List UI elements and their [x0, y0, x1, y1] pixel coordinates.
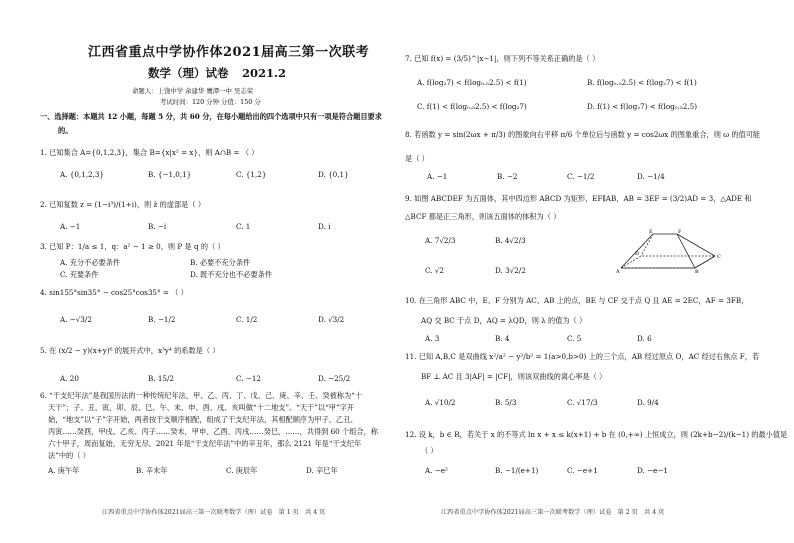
question-6-line-1: 6. “干支纪年法”是我国历法的一种传统纪年法，甲、乙、丙、丁、戊、己、庚、辛、壬、癸被称为“十 — [40, 391, 363, 400]
q11-option-a: A. √10/2 — [425, 398, 456, 407]
q6-option-d: D. 辛巳年 — [306, 466, 338, 475]
question-9-line-2: △BCF 都是正三角形，则该五面体的体积为（ ） — [405, 212, 561, 221]
q5-option-d: D. −25/2 — [318, 374, 351, 383]
q10-option-a: A. 3 — [425, 334, 440, 343]
question-7: 7. 已知 f(x) = (3/5)^|x−1|，则下列不等关系正确的是（ ） — [405, 54, 600, 63]
question-8-line-2: 是（ ） — [405, 154, 429, 163]
q7-option-a: A. f(log₂7) < f(log₀.₅2.5) < f(1) — [417, 78, 527, 87]
question-12-line-1: 12. 设 k，b ∈ R，若关于 x 的不等式 ln x + x ≤ k(x+1) + b 在 (0,+∞) 上恒成立，则 (2k+b−2)/(k−1) 的最小值是 — [405, 430, 788, 439]
label-d: D — [635, 251, 640, 257]
q3-option-b: B. 必要不充分条件 — [190, 258, 251, 267]
question-12-line-2: （ ） — [421, 446, 438, 455]
q12-option-d: D. −e−1 — [637, 466, 668, 475]
q10-option-b: B. 4 — [495, 334, 510, 343]
q6-option-a: A. 庚午年 — [48, 466, 80, 475]
section-heading: 一、选择题：本题共 12 小题，每题 5 分，共 60 分，在每小题给出的四个选项中只有一项是符合题目要求 — [40, 112, 382, 121]
question-8-line-1: 8. 若函数 y = sin(2ωx + π/3) 的图象向右平移 π/6 个单位后与函数 y = cos2ωx 的图象重合，则 ω 的值可能 — [405, 130, 761, 139]
q12-option-c: C. −e+1 — [567, 466, 598, 475]
exam-title: 江西省重点中学协作体2021届高三第一次联考 — [88, 45, 370, 60]
q11-option-b: B. 5/3 — [495, 398, 517, 407]
q2-option-c: C. 1 — [236, 222, 251, 231]
label-f: F — [678, 229, 682, 235]
q8-option-c: C. −1/2 — [567, 172, 595, 181]
question-6-line-5: 六十甲子，周而复始，无穷无尽。2021 年是“干支纪年法”中的辛丑年，那么 2121 年是“干支纪年 — [48, 439, 362, 448]
question-5: 5. 在 (x/2 − y)(x+y)⁶ 的展开式中，x³y⁴ 的系数是（ ） — [40, 346, 220, 355]
question-6-line-3: 始，“地支”以“子”字开始，两者按干支顺序相配，组成了干支纪年法，其相配顺序为甲子、乙丑、 — [48, 415, 358, 424]
q6-option-b: B. 辛未年 — [136, 466, 168, 475]
q6-option-c: C. 庚辰年 — [226, 466, 258, 475]
q4-option-c: C. 1/2 — [236, 315, 258, 324]
q3-option-a: A. 充分不必要条件 — [60, 258, 121, 267]
q2-option-a: A. −1 — [60, 222, 81, 231]
q9-option-a: A. 7√2/3 — [425, 236, 456, 245]
q4-option-d: D. √3/2 — [318, 315, 345, 324]
q9-option-d: D. 3√2/2 — [495, 266, 526, 275]
q5-option-a: A. 20 — [60, 374, 79, 383]
q1-option-c: C. {1,2} — [236, 170, 267, 179]
question-9-line-1: 9. 如图 ABCDEF 为五面体，其中四边形 ABCD 为矩形，EF∥AB，AB = 3EF = (3/2)AD = 3，△ADE 和 — [405, 194, 752, 203]
authors: 命题人：上饶中学 余建华 鹰潭一中 吴志荣 — [132, 87, 254, 95]
q7-option-c: C. f(1) < f(log₀.₅2.5) < f(log₂7) — [417, 102, 527, 111]
q12-option-b: B. −1/(e+1) — [495, 466, 539, 475]
question-11-line-2: BF ⊥ AC 且 3|AF| = |CF|，则该双曲线的离心率是（ ） — [421, 372, 607, 381]
q3-option-c: C. 充要条件 — [60, 270, 99, 279]
q1-option-b: B. {−1,0,1} — [148, 170, 192, 179]
label-c: C — [717, 254, 721, 260]
q2-option-d: D. i — [318, 222, 331, 231]
q1-option-a: A. {0,1,2,3} — [60, 170, 105, 179]
question-6-line-6: 法”中的（ ） — [48, 451, 90, 460]
q9-option-b: B. 4√2/3 — [495, 236, 526, 245]
pentahedron-figure — [615, 228, 725, 274]
q8-option-a: A. −1 — [427, 172, 448, 181]
footer-right: 江西省重点中学协作体2021届高三第一次联考数学（理）试卷 第 2 页 共 4 页 — [441, 509, 665, 516]
q9-option-c: C. √2 — [425, 266, 444, 275]
exam-info: 考试时间：120 分钟 分值：150 分 — [160, 98, 261, 106]
q10-option-d: D. 6 — [637, 334, 652, 343]
right-page — [397, 0, 794, 543]
section-heading-cont: 的。 — [58, 126, 73, 135]
q12-option-a: A. −e² — [425, 466, 448, 475]
q8-option-d: D. −1/4 — [637, 172, 665, 181]
question-10-line-2: AQ 交 BC 于点 D，AQ = λQD，则 λ 的值为（ ） — [421, 316, 587, 325]
label-e: E — [649, 229, 653, 235]
q7-option-b: B. f(log₀.₅2.5) < f(log₂7) < f(1) — [587, 78, 697, 87]
q5-option-b: B. 15/2 — [148, 374, 174, 383]
q5-option-c: C. −12 — [236, 374, 261, 383]
q7-option-d: D. f(1) < f(log₂7) < f(log₀.₅2.5) — [587, 102, 698, 111]
q11-option-c: C. √17/3 — [567, 398, 598, 407]
q8-option-b: B. −2 — [497, 172, 518, 181]
q3-option-d: D. 既不充分也不必要条件 — [190, 270, 272, 279]
exam-date: 2021.2 — [242, 66, 287, 80]
label-a: A — [616, 269, 620, 274]
footer-left: 江西省重点中学协作体2021届高三第一次联考数学（理）试卷 第 1 页 共 4 页 — [102, 509, 326, 516]
question-2: 2. 已知复数 z = (1−i³)/(1+i)，则 z̄ 的虚部是（ ） — [40, 200, 206, 209]
question-6-line-4: 丙寅……癸酉，甲戌、乙亥、丙子……癸未，甲申、乙酉、丙戌……癸巳，……，共得到 60 个组合，称 — [48, 427, 378, 436]
exam-subtitle: 数学（理）试卷 — [148, 66, 229, 80]
q1-option-d: D. {0,1} — [318, 170, 349, 179]
question-4: 4. sin155°sin35° − cos25°cos35° = （ ） — [40, 288, 188, 297]
q2-option-b: B. −i — [148, 222, 167, 231]
question-10-line-1: 10. 在三角形 ABC 中，E、F 分别为 AC、AB 上的点，BE 与 CF 交于点 Q 且 AE = 2EC，AF = 3FB， — [405, 296, 749, 305]
question-1: 1. 已知集合 A={0,1,2,3}，集合 B={x|x² = x}，则 A∩B = （ ） — [40, 148, 259, 157]
question-3: 3. 已知 P：1/a ≤ 1，q：a² − 1 ≥ 0，则 P 是 q 的（ ） — [40, 242, 225, 251]
q4-option-b: B. −1/2 — [148, 315, 176, 324]
label-b: B — [695, 269, 699, 274]
q10-option-c: C. 5 — [567, 334, 582, 343]
question-6-line-2: 天干”；子、丑、寅、卯、辰、巳、午、未、申、酉、戌、亥叫做“十二地支”。“天干”以“甲”字开 — [48, 403, 355, 412]
q4-option-a: A. −√3/2 — [60, 315, 92, 324]
q11-option-d: D. 9/4 — [637, 398, 659, 407]
question-11-line-1: 11. 已知 A,B,C 是双曲线 x²/a² − y²/b² = 1(a>0,b>0) 上的三个点，AB 经过原点 O，AC 经过右焦点 F，若 — [405, 352, 760, 361]
